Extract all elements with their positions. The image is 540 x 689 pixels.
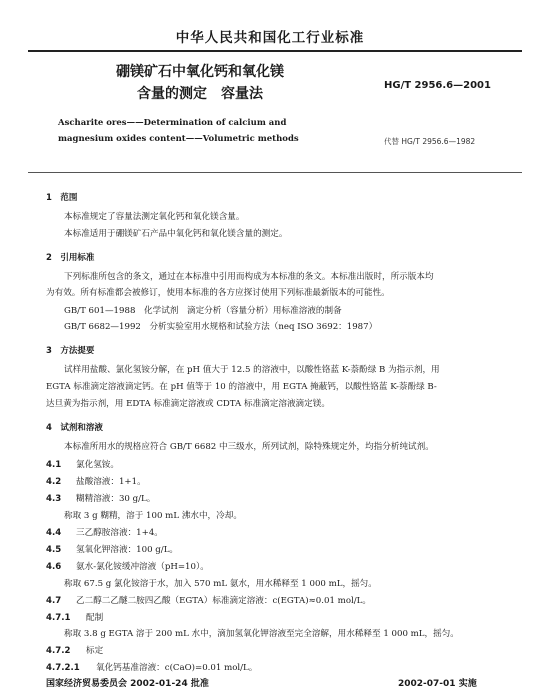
title-en-line1: Ascharite ores——Determination of calcium and	[58, 118, 287, 128]
approval-date: 国家经济贸易委员会 2002-01-24 批准	[46, 679, 209, 689]
item-4-3: 4.3 糊精溶液：30 g/L。	[46, 494, 156, 504]
item-4-6: 4.6 氨水-氯化铵缓冲溶液（pH=10）。	[46, 562, 209, 572]
section-1-heading: 1 范围	[46, 193, 78, 203]
section-3-line2: EGTA 标准滴定溶液滴定钙。在 pH 值等于 10 的溶液中，用 EGTA 掩蔽钙，以酸性铬蓝 K-萘酚绿 B-	[46, 382, 437, 392]
section-4-intro: 本标准所用水的规格应符合 GB/T 6682 中三级水，所列试剂，除特殊规定外，均指分析纯试剂。	[64, 442, 434, 452]
item-4-7-2: 4.7.2 标定	[46, 646, 104, 656]
title-rule	[28, 172, 522, 173]
section-4-heading: 4 试剂和溶液	[46, 423, 103, 433]
section-1-para-1: 本标准规定了容量法测定氧化钙和氧化镁含量。	[64, 212, 245, 222]
replaces-standard: 代替 HG/T 2956.6—1982	[384, 137, 476, 146]
section-3-heading: 3 方法提要	[46, 346, 95, 356]
reference-1: GB/T 601—1988 化学试剂 滴定分析（容量分析）用标准溶液的制备	[64, 306, 342, 316]
item-4-3-detail: 称取 3 g 糊精，溶于 100 mL 沸水中，冷却。	[64, 511, 242, 521]
title-cn-line1: 硼镁矿石中氧化钙和氧化镁	[116, 64, 284, 80]
section-2-heading: 2 引用标准	[46, 253, 95, 263]
section-2-para-line1: 下列标准所包含的条文，通过在本标准中引用而构成为本标准的条文。本标准出版时，所示版本均	[64, 272, 434, 282]
item-4-4: 4.4 三乙醇胺溶液：1+4。	[46, 528, 163, 538]
item-4-7-1-detail: 称取 3.8 g EGTA 溶于 200 mL 水中，滴加氢氧化钾溶液至完全溶解，用水稀释至 1 000 mL，摇匀。	[64, 629, 459, 639]
implementation-date: 2002-07-01 实施	[398, 679, 477, 689]
title-cn-line2: 含量的测定 容量法	[137, 86, 263, 102]
title-en	[58, 115, 348, 147]
item-4-5: 4.5 氢氧化钾溶液：100 g/L。	[46, 545, 178, 555]
standard-number: HG/T 2956.6—2001	[384, 80, 491, 91]
reference-2: GB/T 6682—1992 分析实验室用水规格和试验方法（neq ISO 3692：1987）	[64, 322, 378, 332]
item-4-7-2-1: 4.7.2.1 氧化钙基准溶液：c(CaO)=0.01 mol/L。	[46, 663, 258, 673]
section-2-para-line2: 为有效。所有标准都会被修订，使用本标准的各方应探讨使用下列标准最新版本的可能性。	[46, 288, 390, 298]
header-rule	[28, 50, 522, 52]
item-4-1: 4.1 氯化氢铵。	[46, 460, 119, 470]
section-3-line1: 试样用盐酸、氯化氢铵分解，在 pH 值大于 12.5 的溶液中，以酸性铬蓝 K-萘酚绿 B 为指示剂，用	[64, 365, 440, 375]
title-en-line2: magnesium oxides content——Volumetric methods	[58, 134, 299, 144]
item-4-7-1: 4.7.1 配制	[46, 613, 104, 623]
item-4-6-detail: 称取 67.5 g 氯化铵溶于水，加入 570 mL 氨水，用水稀释至 1 000 mL，摇匀。	[64, 579, 377, 589]
issuing-body-title: 中华人民共和国化工行业标准	[175, 30, 365, 46]
section-1-para-2: 本标准适用于硼镁矿石产品中氧化钙和氧化镁含量的测定。	[64, 229, 288, 239]
section-3-line3: 达旦黄为指示剂，用 EDTA 标准滴定溶液或 CDTA 标准滴定溶液滴定镁。	[46, 399, 330, 409]
item-4-7: 4.7 乙二醇二乙醚二胺四乙酸（EGTA）标准滴定溶液：c(EGTA)≈0.01 mol/L。	[46, 596, 371, 606]
item-4-2: 4.2 盐酸溶液：1+1。	[46, 477, 146, 487]
